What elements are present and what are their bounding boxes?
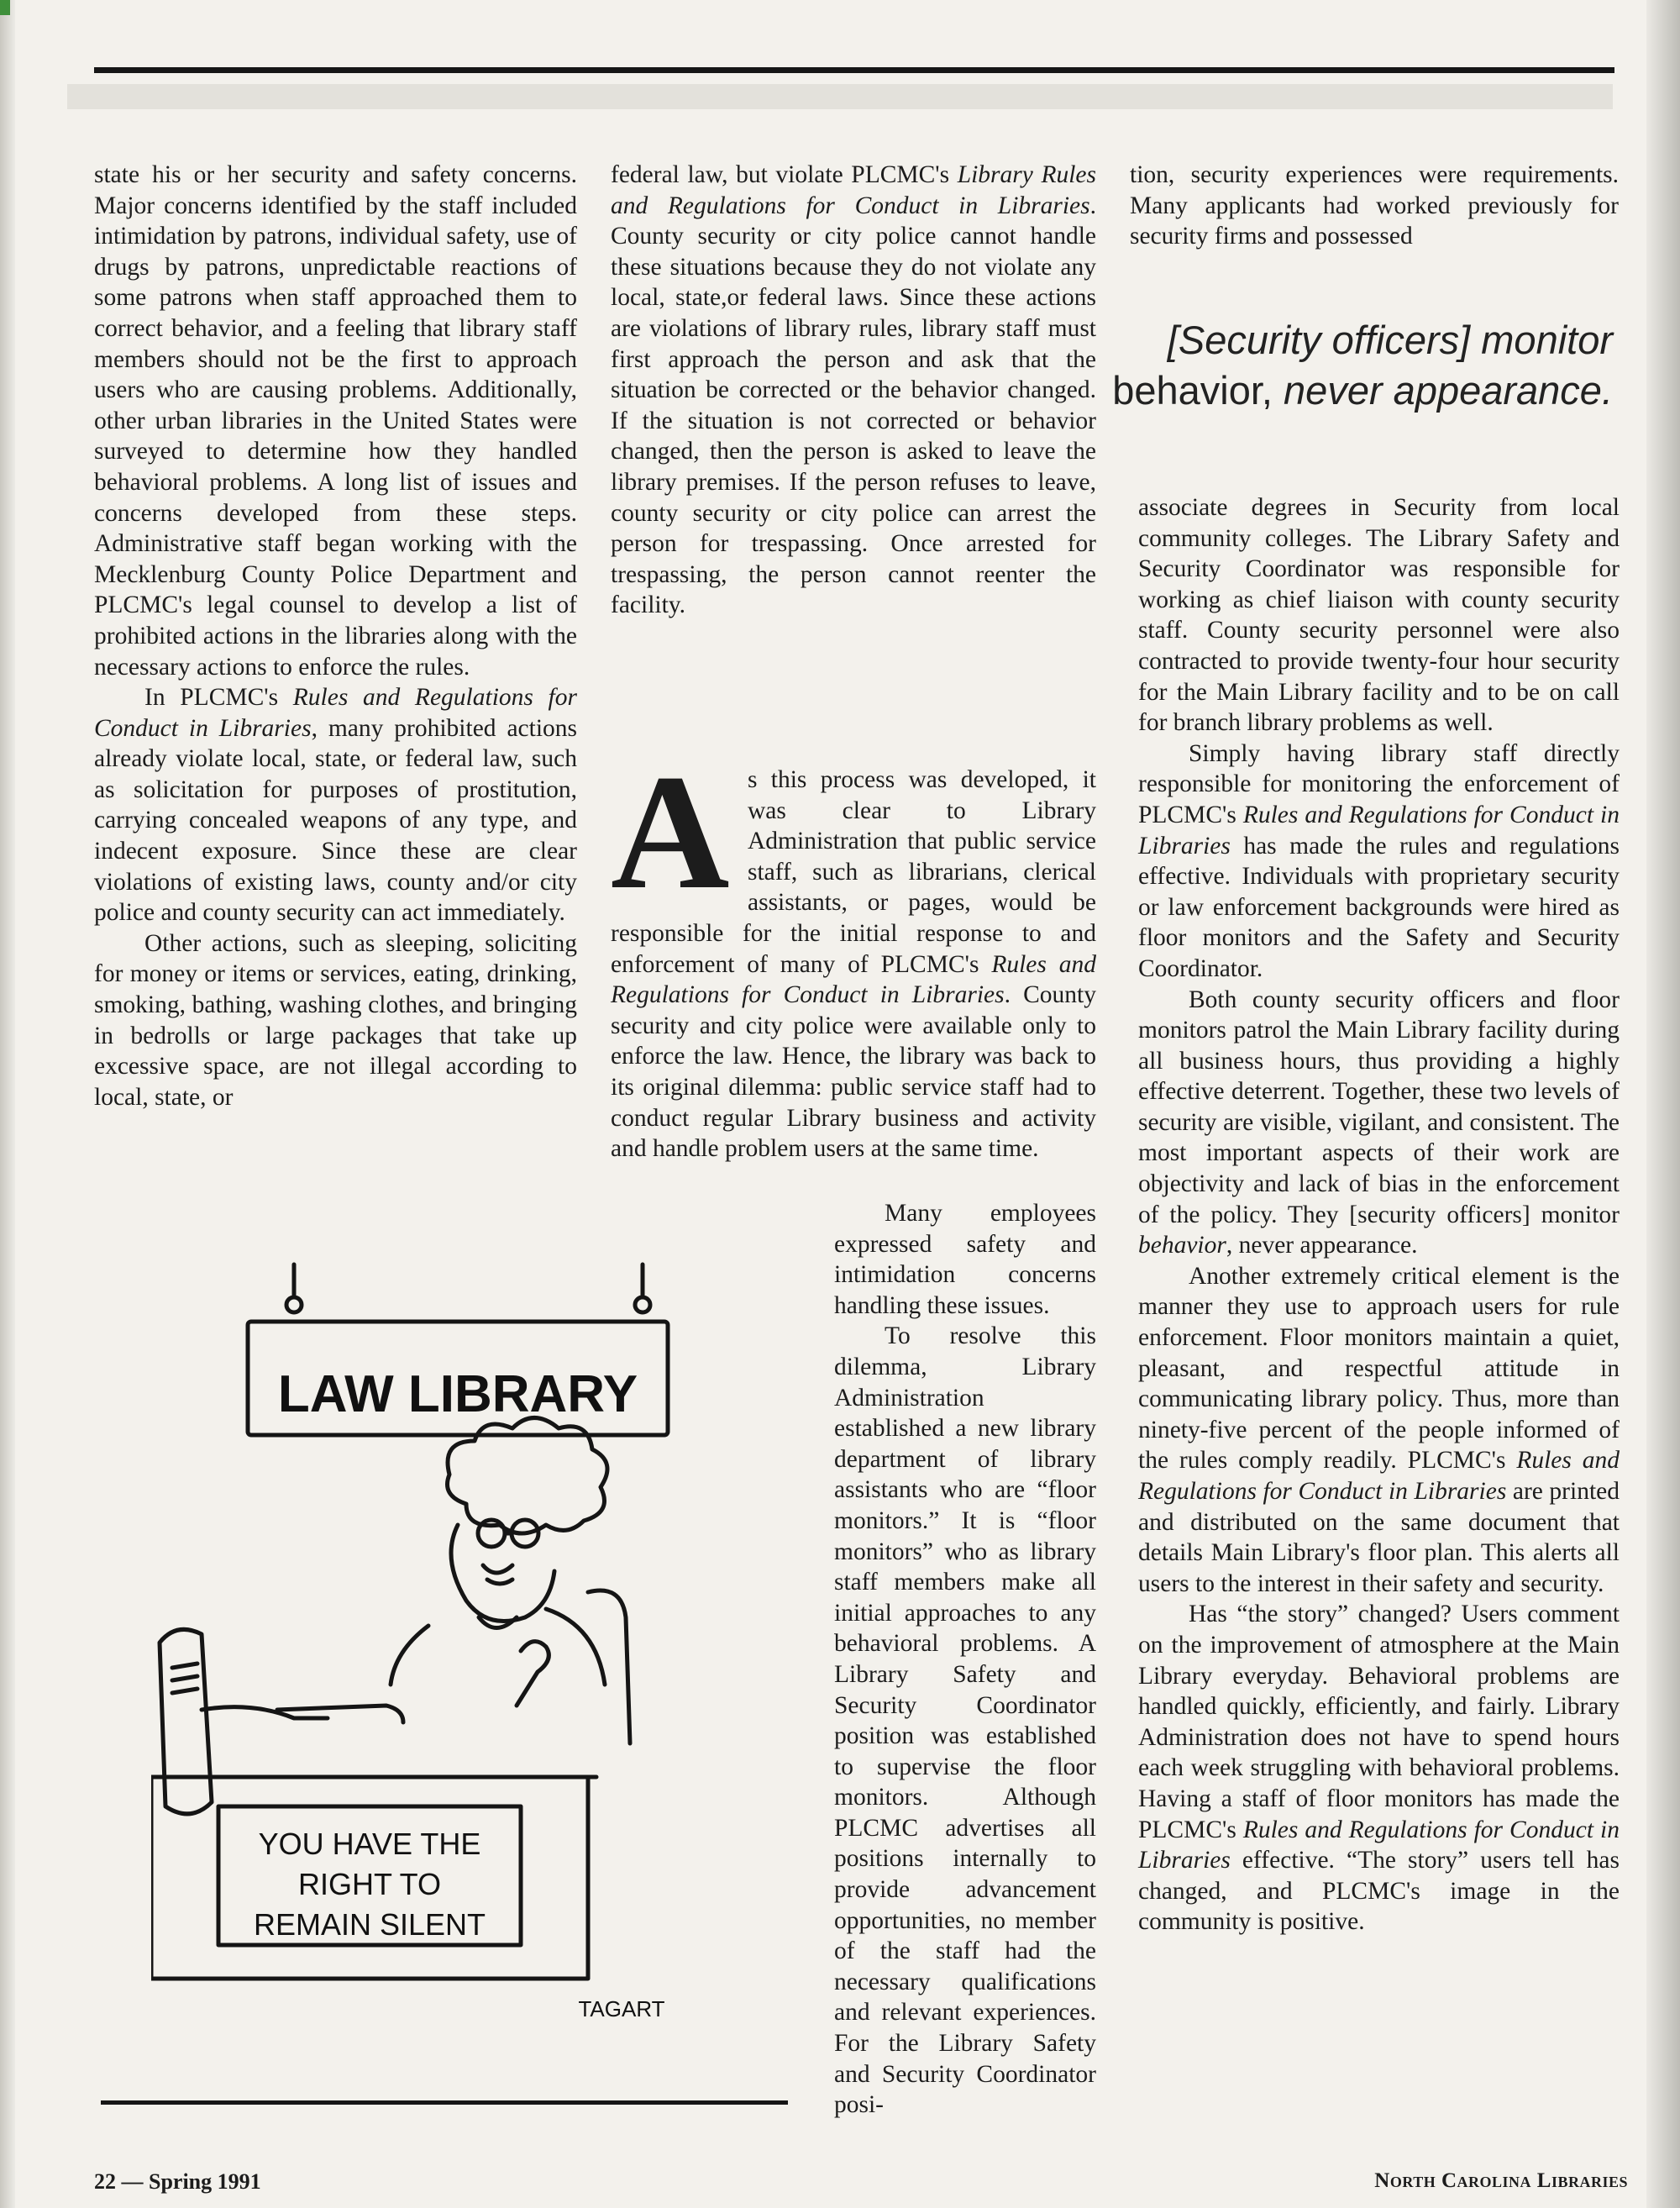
column-2-narrow: [834, 1198, 1096, 2121]
librarian-mouth: [483, 1565, 512, 1573]
text-run: , never appearance.: [1226, 1232, 1418, 1259]
column-3-main: [1138, 492, 1620, 1937]
text-run: Another extremely critical element is the manner they use to approach users for rule enforcement. Floor monitors maintain a quiet, pleasant, and respectful attitude in communicating library policy. Thus, more than ninety-five percent of the people informed of the rules comply readily. PLCMC's: [1138, 1262, 1620, 1475]
placard-line-2: RIGHT TO: [297, 1867, 442, 1901]
italic-title: Rules and Regulations for Conduct in Libraries: [94, 684, 577, 742]
placard-line-1: YOU HAVE THE: [258, 1827, 481, 1861]
top-rule: [94, 67, 1614, 73]
paragraph: Many employees expressed safety and intimidation concerns handling these issues.: [834, 1200, 1096, 1319]
text-run: . County security and city police were available only to enforce the law. Hence, the library was back to its original dilemma: public service staff had to conduct regular Library business and activity and handle problem users at the same time.: [611, 981, 1097, 1163]
bleed-through-band: [67, 84, 1613, 109]
italic-title: Rules and Regulations for Conduct in Libraries: [1138, 1816, 1620, 1874]
bottom-rule: [101, 2100, 788, 2105]
page-edge-shadow: [0, 0, 15, 2208]
paragraph: associate degrees in Security from local community colleges. The Library Safety and Security Coordinator was responsible for working as chief liaison with county security staff. County security personnel were also contracted to provide twenty-four hour security for the Main Library facility and to be on call for branch library problems as well.: [1138, 494, 1620, 737]
text-run: s this process was developed, it was clear to Library Administration that public service staff, such as librarians, clerical assistants, or pages, would be responsible for the initial response to and enforcement of many of PLCMC's: [611, 766, 1096, 978]
paper-line: [172, 1689, 197, 1693]
italic-title: Rules and Regulations for Conduct in Libraries: [1138, 801, 1620, 860]
text-run: . County security or city police cannot handle these situations because they do not violate any local, state,or federal laws. Since these actions are violations of library rules, library staff must first approach the person and ask that the situation be corrected or the behavior changed. If the situation is not corrected or behavior changed, then the person is asked to leave the library premises. If the person refuses to leave, county security or city police can arrest the person for trespassing. Once arrested for trespassing, the person cannot reenter the facility.: [611, 192, 1096, 619]
pull-quote: [1067, 315, 1613, 416]
column-2-middle: [611, 741, 1097, 1164]
text-run: are printed and distributed on the same document that details Main Library's floor plan. This alerts all users to the interest in their safety and security.: [1138, 1478, 1620, 1597]
paragraph: To resolve this dilemma, Library Administration established a new library department of library assistants who are “floor monitors.” It is “floor monitors” who as library staff members make all initial approaches to any behavioral problems. A Library Safety and Security Coordinator position was established to supervise the floor monitors. Although PLCMC advertises all positions internally to provide advancement opportunities, no member of the staff had the necessary qualifications and relevant experiences. For the Library Safety and Security Coordinator posi-: [834, 1322, 1096, 2119]
text-run: Simply having library staff directly responsible for monitoring the enforcement of PLCMC's: [1138, 739, 1620, 828]
librarian-chin: [487, 1580, 512, 1584]
paragraph: state his or her security and safety concerns. Major concerns identified by the staff included intimidation by patrons, individual safety, use of drugs by patrons, unpredictable reactions of some patrons when staff approached them to correct behavior, and a feeling that library staff members should not be the first to approach users who are causing problems. Additionally, other urban libraries in the United States were surveyed to determine how they handled behavioral problems. A long list of issues and concerns developed from these steps. Administrative staff began working with the Mecklenburg County Police Department and PLCMC's legal counsel to develop a list of prohibited actions in the libraries along with the necessary actions to enforce the rules.: [94, 161, 577, 681]
column-2-top: [611, 160, 1096, 621]
chair-back: [588, 1590, 630, 1743]
pull-quote-line: [Security officers] monitor: [1167, 318, 1613, 362]
text-run: effective. “The story” users tell has changed, and PLCMC's image in the community is positive.: [1138, 1847, 1620, 1936]
text-run: Both county security officers and floor monitors patrol the Main Library facility during all business hours, thus providing a highly effective deterrent. Together, these two levels of security are visible, vigilant, and consistent. The most important aspects of their work are objectivity and lack of bias in the enforcement of the policy. They [security officers] monitor: [1138, 986, 1620, 1228]
text-run: , many prohibited actions already violate local, state, or federal law, such as solicitation for purposes of prostitution, carrying concealed weapons of any type, and indecent exposure. Since these are clear violations of existing laws, county and/or city police and county security can act immediately.: [94, 714, 578, 927]
librarian-hand: [517, 1642, 549, 1706]
paragraph: tion, security experiences were requirements. Many applicants had worked previously for security firms and possessed: [1130, 161, 1619, 250]
drop-cap: A: [611, 741, 730, 923]
corner-tab: [0, 0, 10, 15]
pull-quote-line: behavior,: [1112, 368, 1284, 413]
page-edge-shadow-right: [1646, 0, 1680, 2208]
column-1: [94, 160, 577, 1112]
paragraph: [1138, 1599, 1620, 1937]
paper-line: [172, 1664, 197, 1668]
paragraph: Other actions, such as sleeping, soliciting for money or items or services, eating, drinking, smoking, bathing, washing clothes, and bringing in bedrolls or large packages that take up excessive space, are not illegal according to local, state, or: [94, 929, 577, 1111]
sign-text: LAW LIBRARY: [277, 1365, 638, 1423]
paragraph: [611, 741, 1097, 1164]
italic-title: Rules and Regulations for Conduct in Libraries: [611, 950, 1097, 1009]
paragraph: [1138, 985, 1620, 1261]
placard-line-3: REMAIN SILENT: [253, 1907, 486, 1942]
text-run: has made the rules and regulations effective. Individuals with proprietary security or law enforcement backgrounds were hired as floor monitors and the Safety and Security Coordinator.: [1138, 832, 1620, 982]
sign-ring-right: [635, 1297, 650, 1312]
text-run: Has “the story” changed? Users comment on the improvement of atmosphere at the Main Library everyday. Behavioral problems are handled quickly, efficiently, and fairly. Library Administration does not have to spend hours each week struggling with behavioral problems. Having a staff of floor monitors has made the PLCMC's: [1138, 1601, 1620, 1843]
paragraph: [94, 682, 577, 928]
paragraph: [1138, 1261, 1620, 1600]
text-run: federal law, but violate PLCMC's: [611, 161, 958, 188]
italic-title: Library Rules and Regulations for Conduct in Libraries: [611, 161, 1096, 219]
column-3-top: [1130, 160, 1619, 252]
cartoonist-signature: TAGART: [578, 1996, 665, 2021]
paper-stack: [160, 1629, 212, 1814]
italic-title: Rules and Regulations for Conduct in Libraries: [1138, 1447, 1620, 1505]
page-number-footer: 22 — Spring 1991: [94, 2169, 261, 2194]
paragraph: [611, 160, 1096, 621]
sign-ring-left: [286, 1297, 302, 1312]
journal-name-footer: North Carolina Libraries: [1374, 2169, 1628, 2192]
italic-word: behavior: [1138, 1232, 1226, 1259]
law-library-cartoon: [151, 1256, 672, 2037]
paragraph: [1138, 739, 1620, 985]
paper-line: [172, 1676, 197, 1680]
pull-quote-line: never appearance.: [1284, 368, 1613, 413]
text-run: In PLCMC's: [144, 684, 293, 712]
